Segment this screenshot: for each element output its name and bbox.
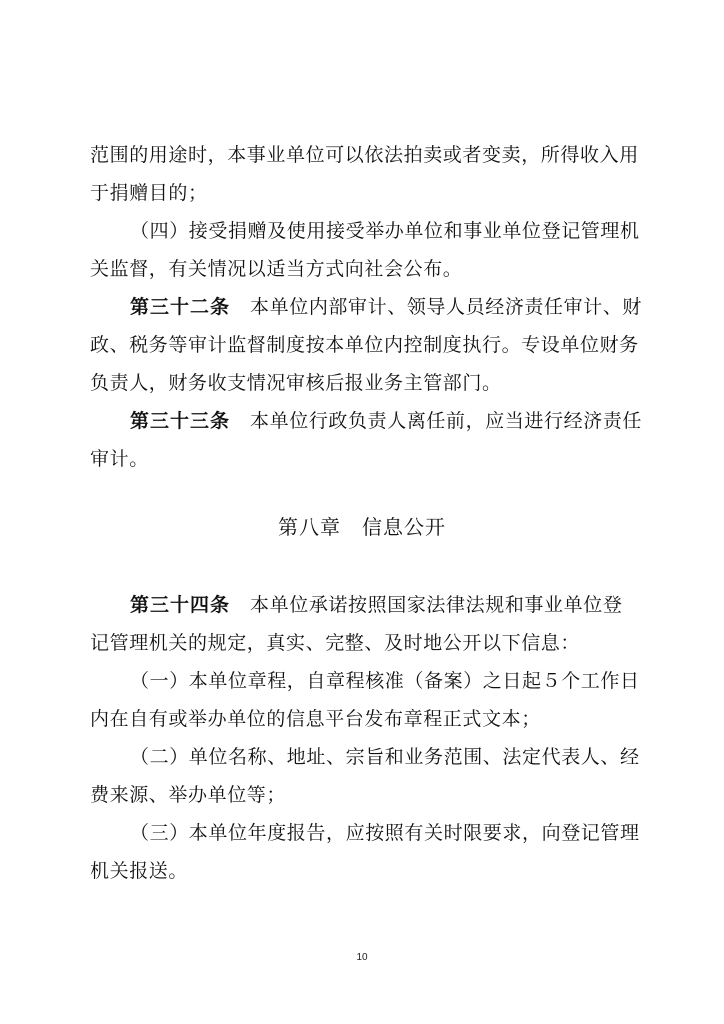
article-number: 第三十三条 [130, 410, 231, 432]
paragraph-line: 关监督，有关情况以适当方式向社会公布。 [90, 258, 463, 280]
paragraph-line: 内在自有或举办单位的信息平台发布章程正式文本； [90, 708, 541, 730]
article-text: 本单位承诺按照国家法律法规和事业单位登 [250, 594, 623, 616]
paragraph-line: （一）本单位章程，自章程核准（备案）之日起５个工作日 [130, 670, 640, 692]
paragraph-line: （二）单位名称、地址、宗旨和业务范围、法定代表人、经 [130, 746, 640, 768]
paragraph-line: 范围的用途时，本事业单位可以依法拍卖或者变卖，所得收入用 [90, 144, 639, 166]
paragraph-line: 费来源、举办单位等； [90, 784, 287, 806]
paragraph-line: （四）接受捐赠及使用接受举办单位和事业单位登记管理机 [130, 220, 640, 242]
article-paragraph [130, 295, 690, 319]
paragraph-line: 机关报送。 [90, 860, 189, 882]
chapter-heading: 第八章 信息公开 [278, 515, 446, 539]
paragraph-line: 审计。 [90, 448, 149, 470]
paragraph-line: 政、税务等审计监督制度按本单位内控制度执行。专设单位财务 [90, 334, 639, 356]
article-paragraph [130, 409, 690, 433]
article-text: 本单位内部审计、领导人员经济责任审计、财 [250, 296, 643, 318]
article-number: 第三十四条 [130, 594, 231, 616]
article-paragraph [130, 593, 690, 617]
paragraph-line: 负责人，财务收支情况审核后报业务主管部门。 [90, 372, 502, 394]
article-number: 第三十二条 [130, 296, 231, 318]
paragraph-line: 于捐赠目的； [90, 182, 208, 204]
paragraph-line: （三）本单位年度报告，应按照有关时限要求，向登记管理 [130, 822, 640, 844]
page-number: 10 [356, 952, 368, 963]
article-text: 本单位行政负责人离任前，应当进行经济责任 [250, 410, 643, 432]
paragraph-line: 记管理机关的规定，真实、完整、及时地公开以下信息： [90, 632, 581, 654]
